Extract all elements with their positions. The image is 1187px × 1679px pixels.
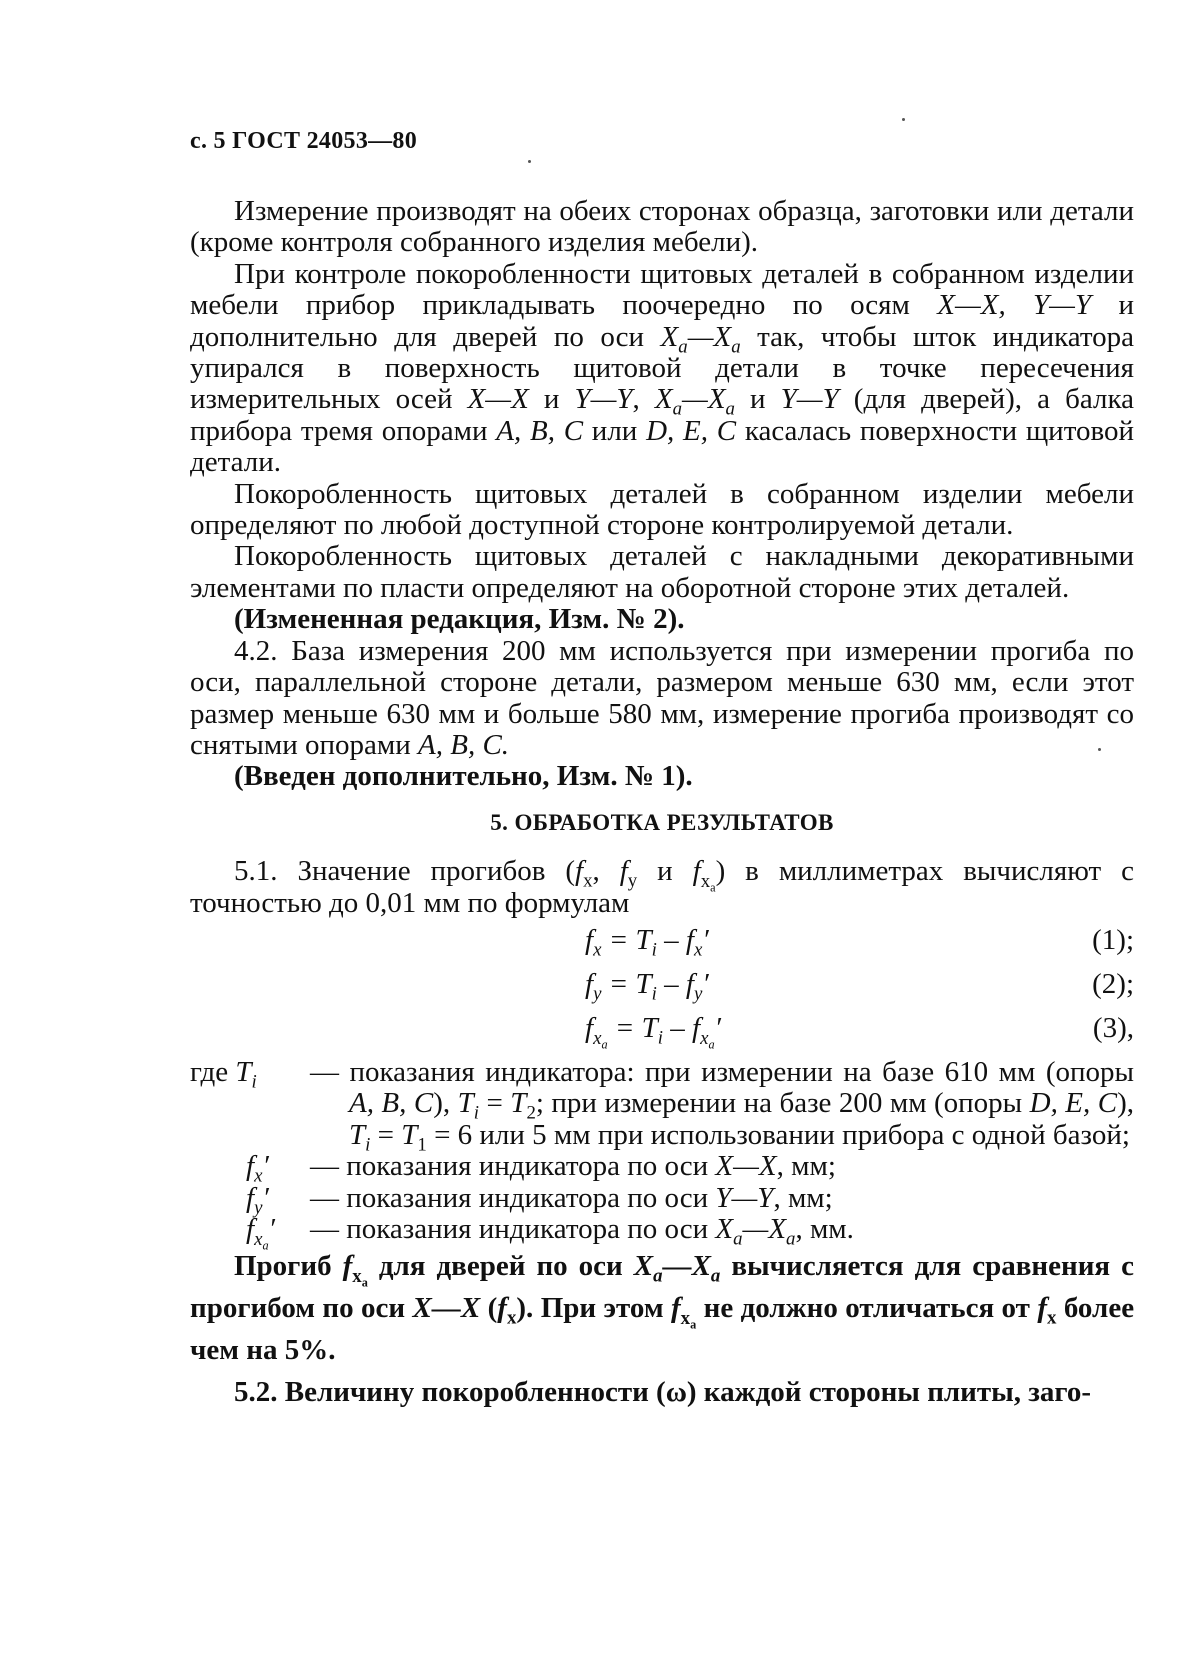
- formula-3-number: (3),: [1092, 1011, 1134, 1044]
- formula-1-expression: $f_x = T_i - f_x'$: [585, 923, 709, 961]
- paragraph-assembled-side: Покоробленность щитовых деталей в собранном изделии мебели определяют по любой доступной стороне контролируемой детали.: [190, 477, 1134, 542]
- formula-1-number: (1);: [1092, 923, 1134, 956]
- amendment-note-2: (Измененная редакция, Изм. № 2).: [234, 603, 685, 636]
- variable-definitions: [190, 1055, 1134, 1252]
- page-header: с. 5 ГОСТ 24053—80: [190, 128, 418, 154]
- formula-2: [190, 963, 1134, 1007]
- amendment-note-1: (Введен дополнительно, Изм. № 1).: [234, 760, 693, 793]
- definition-fxa: $f_{x_a}'$ — показания индикатора по оси $X_a—X_a$, мм.: [246, 1212, 854, 1252]
- scan-speck: [1098, 748, 1101, 751]
- bold-conclusion: [190, 1245, 1134, 1413]
- definition-fx: $f_x'$ — показания индикатора по оси X—X, мм;: [246, 1150, 836, 1187]
- body-text: [190, 196, 1134, 1413]
- section-title: 5. ОБРАБОТКА РЕЗУЛЬТАТОВ: [490, 809, 834, 835]
- paragraph-4-2: 4.2. База измерения 200 мм используется при измерении прогиба по оси, параллельной стороне детали, размером меньше 630 мм, если этот размер меньше 630 мм и больше 580 мм, измерение прогиба производят со снятыми опорами A, B, C.: [190, 634, 1134, 761]
- paragraph-assembled-control: При контроле покоробленности щитовых деталей в собранном изделии мебели прибор прикладывать поочередно по осям X—X, Y—Y и дополнительно для дверей по оси $X_a—X_a$ так, чтобы шток индикатора упирался в поверхность щитовой детали в точке пересечения измерительных осей X—X и Y—Y, $X_a—X_a$ и Y—Y (для дверей), а балка прибора тремя опорами A, B, C или D, E, C касалась поверхности щитовой детали.: [190, 257, 1135, 479]
- formula-2-expression: $f_y = T_i - f_y'$: [585, 967, 709, 1005]
- paragraph-5-2: 5.2. Величину покоробленности (ω) каждой стороны плиты, заго-: [234, 1376, 1092, 1409]
- formula-2-number: (2);: [1092, 967, 1134, 1000]
- formula-1: [190, 919, 1134, 963]
- paragraph-measure-sides: Измерение производят на обеих сторонах образца, заготовки или детали (кроме контроля собранного изделия мебели).: [190, 195, 1134, 259]
- paragraph-door-deflection: Прогиб $f_{x_a}$ для дверей по оси $X_a—X_a$ вычисляется для сравнения с прогибом по оси X—X $(f_x)$. При этом $f_{x_a}$ не должно отличаться от $f_x$ более чем на 5%.: [190, 1250, 1135, 1367]
- formula-3: [190, 1007, 1134, 1051]
- formula-3-expression: $f_{x_a} = T_i - f_{x_a}'$: [585, 1011, 721, 1051]
- paragraph-decorative-elements: Покоробленность щитовых деталей с накладными декоративными элементами по пласти определяют на оборотной стороне этих деталей.: [190, 540, 1134, 604]
- definition-ti: где $T_i$ — показания индикатора: при измерении на базе 610 мм (опоры A, B, C), $T_i = T_2$; при измерении на базе 200 мм (опоры D, E, C), $T_i = T_1 = 6$ или 5 мм при использовании прибора с одной базой;: [190, 1055, 1134, 1156]
- scan-speck: [902, 118, 905, 121]
- paragraph-5-1: 5.1. Значение прогибов ($f_x$, $f_y$ и $f_{x_a}$) в миллиметрах вычисляют с точностью до 0,01 мм по формулам: [190, 855, 1134, 919]
- definition-fy: $f_y'$ — показания индикатора по оси Y—Y, мм;: [246, 1181, 833, 1219]
- scan-speck: [528, 160, 531, 163]
